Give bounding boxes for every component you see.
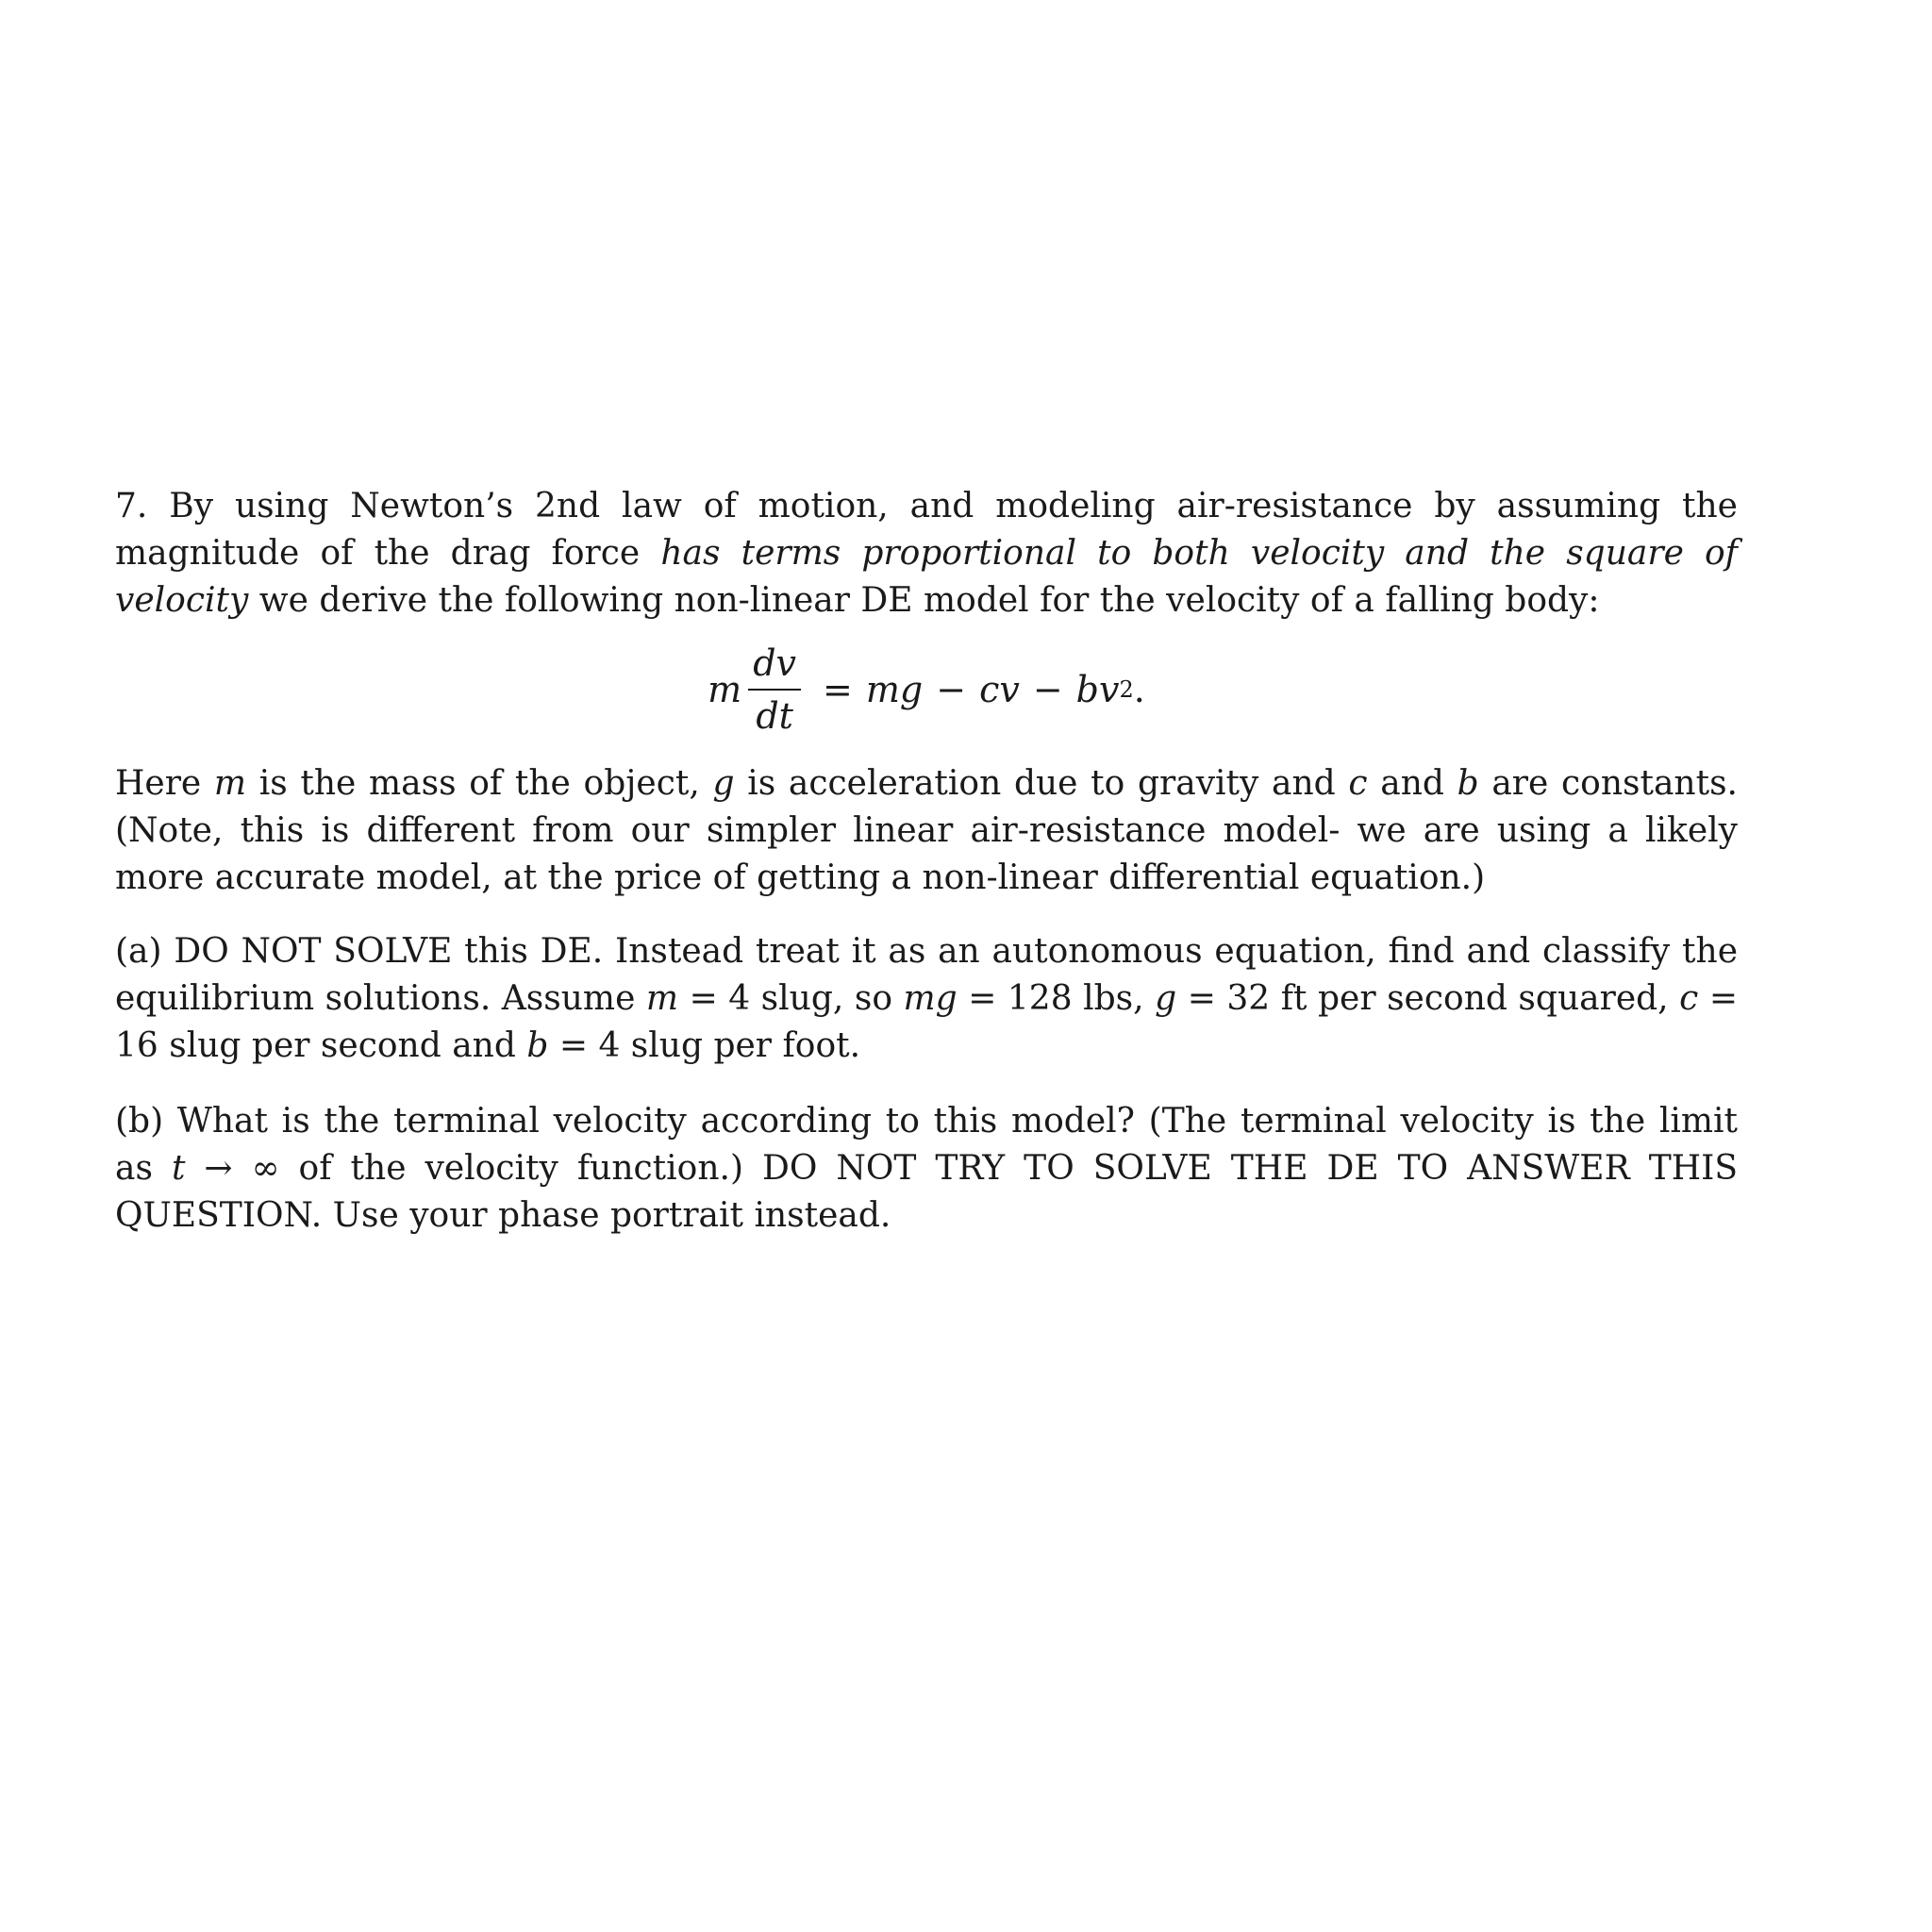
part-b-text-2: → ∞ of the velocity function.) DO NOT TRY TO SOLVE THE DE TO ANSWER THIS QUESTION. Use your phase portrait instead.: [115, 1149, 1738, 1235]
eq-term-bv: bv: [1075, 669, 1120, 710]
eq-minus-2: −: [1032, 669, 1063, 710]
equation-body: m $\frac{dv}{dt}$ = mg − cv − bv 2 .: [708, 642, 1145, 737]
spacer: [115, 902, 1738, 928]
var-g: g: [712, 764, 735, 803]
eq-lhs-coef: m: [708, 669, 742, 710]
part-b-var-t: t: [171, 1149, 186, 1188]
intro-text: By using Newton’s 2nd law of motion, and modeling air-resistance by assuming the magnitude of the drag force: [115, 487, 1738, 573]
part-b-text-1: (b) What is the terminal velocity according to this model? (The terminal velocity is the limit as: [115, 1102, 1738, 1188]
spacer: [115, 1070, 1738, 1098]
intro-text-end: we derive the following non-linear DE model for the velocity of a falling body:: [248, 581, 1600, 620]
eq-frac-denominator: dt: [748, 689, 801, 738]
problem-intro: [115, 483, 1738, 625]
var-b: b: [1457, 764, 1479, 803]
part-a-text-5: = 16 slug per second and: [115, 979, 1738, 1065]
part-b: [115, 1098, 1738, 1240]
eq-term-mg: mg: [865, 669, 924, 710]
eq-period: .: [1133, 669, 1145, 710]
part-a-text-6: = 4 slug per foot.: [548, 1026, 861, 1065]
differential-equation: [115, 628, 1738, 751]
part-a-text-4: = 32 ft per second squared,: [1176, 979, 1680, 1018]
part-a: [115, 928, 1738, 1070]
part-a-var-mg: mg: [903, 979, 958, 1018]
part-a-var-m: m: [645, 979, 679, 1018]
here-text-5: are constants. (Note, this is different from our simpler linear air-resistance model- we are using a likely more accurate model, at the price of getting a non-linear differential equation.): [115, 764, 1738, 897]
here-text-4: and: [1367, 764, 1457, 803]
here-text-2: is the mass of the object,: [246, 764, 713, 803]
part-a-var-g: g: [1155, 979, 1177, 1018]
part-a-text-3: = 128 lbs,: [957, 979, 1156, 1018]
part-a-text-2: = 4 slug, so: [678, 979, 904, 1018]
part-a-var-b: b: [526, 1026, 549, 1065]
eq-fraction: [745, 641, 804, 738]
eq-minus-1: −: [936, 669, 967, 710]
eq-term-cv: cv: [979, 669, 1020, 710]
eq-frac-numerator: dv: [753, 642, 797, 684]
here-text-3: is acceleration due to gravity and: [734, 764, 1349, 803]
part-a-text-1: (a) DO NOT SOLVE this DE. Instead treat it as an autonomous equation, find and classify the equilibrium solutions. Assume: [115, 932, 1738, 1018]
intro-italic-text: has terms proportional to both velocity and the square of velocity: [115, 534, 1739, 620]
part-a-var-c: c: [1679, 979, 1699, 1018]
variable-definitions: [115, 760, 1738, 902]
var-c: c: [1348, 764, 1368, 803]
problem-number: 7.: [115, 487, 148, 525]
var-m: m: [213, 764, 247, 803]
problem-document: [115, 483, 1738, 1240]
eq-equals: =: [823, 669, 853, 710]
here-text-1: Here: [115, 764, 214, 803]
